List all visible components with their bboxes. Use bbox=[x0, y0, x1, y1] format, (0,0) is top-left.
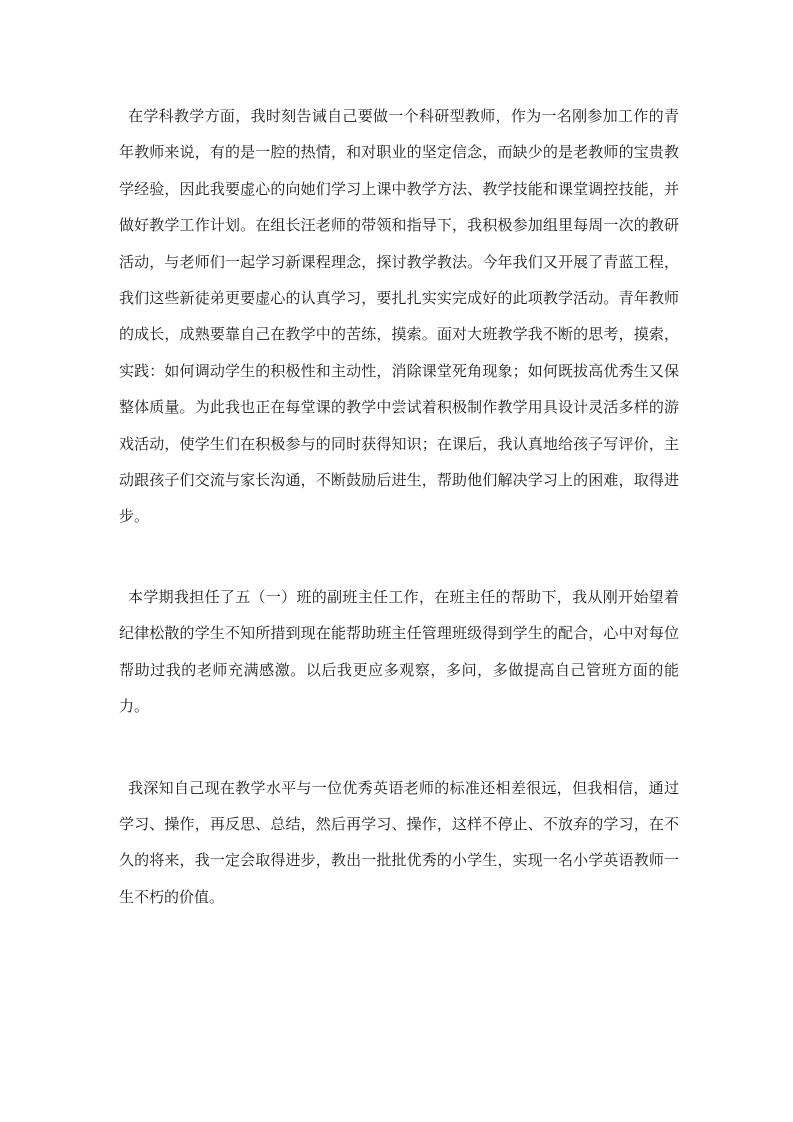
document-body bbox=[119, 98, 679, 915]
paragraph-class-management: 本学期我担任了五（一）班的副班主任工作，在班主任的帮助下，我从刚开始望着纪律松散的学生不知所措到现在能帮助班主任管理班级得到学生的配合，心中对每位帮助过我的老师充满感激。以后我更应多观察，多问，多做提高自己管班方面的能力。 bbox=[119, 587, 679, 716]
paragraph-teaching: 在学科教学方面，我时刻告诫自己要做一个科研型教师，作为一名刚参加工作的青年教师来说，有的是一腔的热情，和对职业的坚定信念，而缺少的是老教师的宝贵教学经验，因此我要虚心的向她们学习上课中教学方法、教学技能和课堂调控技能，并做好教学工作计划。在组长汪老师的带领和指导下，我积极参加组里每周一次的教研活动，与老师们一起学习新课程理念，探讨教学教法。今年我们又开展了青蓝工程，我们这些新徒弟更要虚心的认真学习，要扎扎实实完成好的此项教学活动。青年教师的成长，成熟要靠自己在教学中的苦练，摸索。面对大班教学我不断的思考，摸索，实践：如何调动学生的积极性和主动性，消除课堂死角现象；如何既拔高优秀生又保整体质量。为此我也正在每堂课的教学中尝试着积极制作教学用具设计灵活多样的游戏活动，使学生们在积极参与的同时获得知识；在课后，我认真地给孩子写评价，主动跟孩子们交流与家长沟通，不断鼓励后进生，帮助他们解决学习上的困难，取得进步。 bbox=[119, 107, 679, 526]
paragraph-self-reflection: 我深知自己现在教学水平与一位优秀英语老师的标准还相差很远，但我相信，通过学习、操作，再反思、总结，然后再学习、操作，这样不停止、不放弃的学习，在不久的将来，我一定会取得进步，教出一批批优秀的小学生，实现一名小学英语教师一生不朽的价值。 bbox=[119, 778, 679, 906]
